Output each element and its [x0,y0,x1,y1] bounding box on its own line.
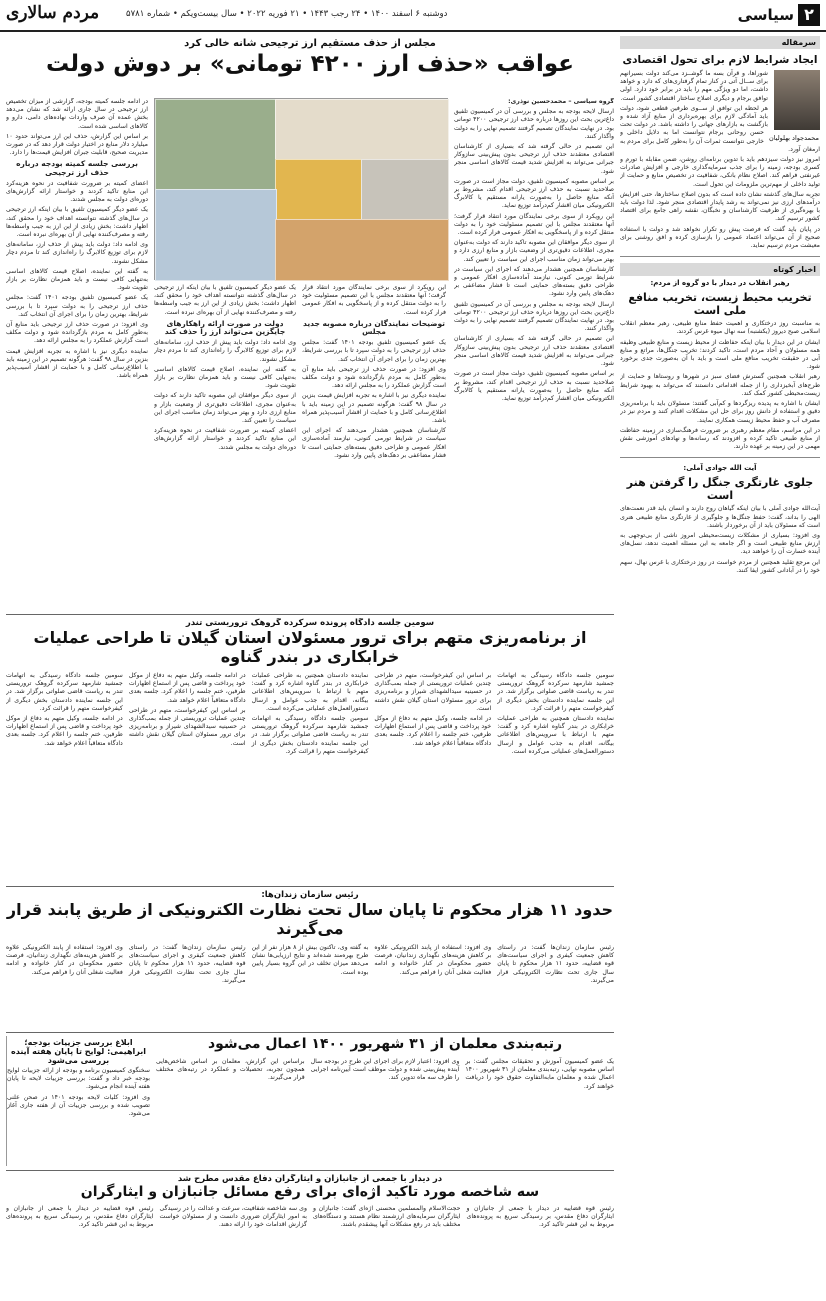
lead-col-2 [302,284,446,618]
paragraph: در پایان باید گفت که فرصت پیش رو تکرار نخواهد شد و دولت با استفاده صحیح از آن می‌تواند اعتماد عمومی را بازسازی کرده و افق روشنی برای معیشت مردم ترسیم نماید. [620,225,820,250]
paragraph: در ادامه جلسه، وکیل متهم به دفاع از موکل خود پرداخت و قاضی پس از استماع اظهارات طرفین، ختم جلسه را اعلام کرد. جلسه بعدی دادگاه متعاقباً اعلام خواهد شد. [128,672,246,704]
story-prisons [6,890,614,1030]
paragraph: نماینده دیگری نیز با اشاره به تجربه افزایش قیمت بنزین در سال ۹۸ گفت: هرگونه تصمیم در این زمینه باید با اطلاع‌رسانی کامل و با حمایت از اقشار آسیب‌پذیر همراه باشد. [302,392,446,425]
author-photo [774,70,820,130]
paragraph: ایشان با اشاره به پدیده ریزگردها و کم‌آبی گفتند: مسئولان باید با برنامه‌ریزی دقیق و استفاده از دانش روز برای حل این مشکلات اقدام کنند و مردم نیز در مصرف آب و حفظ محیط زیست همکاری نمایند. [620,400,820,424]
story-column [129,672,246,884]
lead-subhead: توضیحات نمایندگان درباره مصوبه جدید مجلس [302,318,445,337]
divider [6,1032,614,1033]
story-kicker: رئیس سازمان زندان‌ها: [261,890,359,900]
lead-subhead: دولت در صورت ارائه راهکارهای جایگزین می‌تواند ارز را حذف کند [164,318,286,337]
dateline: دوشنبه ۶ اسفند ۱۴۰۰ • ۲۴ رجب ۱۴۴۳ • ۲۱ فوریه ۲۰۲۲ • سال بیست‌ویکم • شماره ۵۷۸۱ [126,9,448,19]
paragraph: کارشناسان همچنین هشدار می‌دهند که اجرای این سیاست در شرایط تورمی کنونی، نیازمند آماده‌سازی افکار عمومی و طراحی دقیق بسته‌های حمایتی است تا فشار مضاعفی بر دهک‌های پایین وارد نشود. [454,265,614,298]
paragraph: وی افزود: در صورت حذف ارز ترجیحی باید منابع آن به‌طور کامل به مردم بازگردانده شود و دولت مکلف است گزارش عملکرد را به مجلس ارائه دهد. [6,321,148,345]
paragraph: این رویکرد از سوی برخی نمایندگان مورد انتقاد قرار گرفت؛ آنها معتقدند مجلس با این تصمیم مسئولیت خود را به دولت منتقل کرده و از پاسخگویی به افکار عمومی فرار کرده است. [302,284,446,316]
story-headline: ابلاغ بررسی جزییات بودجه؛ ابراهیمی: لوایح تا پایان هفته آینده بررسی می‌شود [10,1038,147,1065]
paragraph: تجربه سال‌های گذشته نشان داده است که بدون اصلاح ساختارها، حتی افزایش درآمدهای ارزی نیز نمی‌تواند به رشد پایدار اقتصادی منجر شود. لذا دولت باید با بهره‌گیری از ظرفیت کارشناسان و نخبگان، نقشه راهی جامع برای اقتصاد کشور ترسیم کند. [620,190,820,223]
story-headline: سه شاخصه مورد تاکید اژه‌ای برای رفع مسائل جانبازان و ایثارگران [80,1184,540,1200]
divider [620,457,820,458]
brief-kicker: رهبر انقلاب در دیدار با دو گروه از مردم: [650,279,790,288]
paragraph: رئیس سازمان زندان‌ها گفت: در راستای کاهش جمعیت کیفری و اجرای سیاست‌های قوه قضاییه، حدود ۱۱ هزار محکوم تا پایان سال جاری تحت نظارت الکترونیکی قرار می‌گیرند. [497,944,614,984]
paragraph: به گفته وی، تاکنون بیش از ۸ هزار نفر از این طرح بهره‌مند شده‌اند و نتایج ارزیابی‌ها نشان می‌دهد میزان تخلف در این گروه بسیار پایین بوده است. [251,944,369,976]
paragraph: حجت‌الاسلام والمسلمین محسنی اژه‌ای گفت: جانبازان و ایثارگران سرمایه‌های ارزشمند نظام هستند و دستگاه‌های مختلف باید در رفع مشکلات آنها پیشقدم باشند. [313,1205,461,1229]
paragraph: این تصمیم در حالی گرفته شد که بسیاری از کارشناسان اقتصادی معتقدند حذف ارز ترجیحی بدون پیش‌بینی سازوکار جبرانی می‌تواند به افزایش شدید قیمت کالاهای اساسی منجر شود. [454,143,614,175]
paragraph: این تصمیم در حالی گرفته شد که بسیاری از کارشناسان اقتصادی معتقدند حذف ارز ترجیحی بدون پیش‌بینی سازوکار جبرانی می‌تواند به افزایش شدید قیمت کالاهای اساسی منجر شود. [454,335,614,368]
story-column [7,1067,150,1118]
paragraph: نماینده دیگری نیز با اشاره به تجربه افزایش قیمت بنزین در سال ۹۸ گفت: هرگونه تصمیم در این زمینه باید با اطلاع‌رسانی کامل و با حمایت از اقشار آسیب‌پذیر همراه باشد. [6,347,148,380]
divider [6,886,614,887]
right-column [620,36,820,1294]
lead-photo [154,98,448,280]
paragraph: سومین جلسه دادگاه رسیدگی به اتهامات جمشید شارمهد سرکرده گروهک تروریستی تندر به ریاست قاضی صلواتی برگزار شد. در این جلسه نماینده دادستان بخش دیگری از کیفرخواست متهم را قرائت کرد. [497,672,614,712]
editorial-title: ایجاد شرایط لازم برای تحول اقتصادی [622,54,818,66]
story-column [467,1205,615,1285]
paragraph: اعضای کمیته بر ضرورت شفافیت در نحوه هزینه‌کرد این منابع تاکید کردند و خواستار ارائه گزارش‌های دوره‌ای دولت به مجلس شدند. [6,179,148,204]
briefs-label: اخبار کوتاه [620,263,820,276]
lead-story [6,36,614,631]
story-column [497,944,614,1030]
paragraph: در ادامه جلسه، وکیل متهم به دفاع از موکل خود پرداخت و قاضی پس از استماع اظهارات طرفین، ختم جلسه را اعلام کرد. جلسه بعدی دادگاه متعاقباً اعلام خواهد شد. [6,715,123,747]
sub-brief-title: جلوی غارتگری جنگل را گرفتن هنر است [626,476,814,503]
story-headline: رتبه‌بندی معلمان از ۳۱ شهریور ۱۴۰۰ اعمال می‌شود [207,1036,563,1052]
byline: گروه سیاسی – محمدحسین نوذری: [508,98,614,105]
paragraph: به گفته این نماینده، اصلاح قیمت کالاهای اساسی به‌تنهایی کافی نیست و باید همزمان نظارت بر بازار تقویت شود. [154,365,296,390]
story-column [129,944,246,1030]
divider [6,1170,614,1171]
paragraph: سومین جلسه دادگاه رسیدگی به اتهامات جمشید شارمهد سرکرده گروهک تروریستی تندر به ریاست قاضی صلواتی برگزار شد. در این جلسه نماینده دادستان بخش دیگری از کیفرخواست متهم را قرائت کرد. [6,672,123,712]
story-column [156,1058,305,1148]
paragraph: بر اساس مصوبه کمیسیون تلفیق، دولت مجاز است در صورت صلاحدید نسبت به حذف ارز ترجیحی اقدام کند، مشروط بر آنکه منابع حاصل را به‌صورت یارانه مستقیم یا کالابرگ الکترونیکی میان اقشار کم‌درآمد توزیع نماید. [454,177,614,210]
paragraph: یک عضو کمیسیون تلفیق بودجه ۱۴۰۱ گفت: مجلس حذف ارز ترجیحی را به دولت سپرد تا با بررسی شرایط، بهترین زمان را برای اجرای آن انتخاب کند. [6,294,148,318]
paragraph: رئیس سازمان زندان‌ها گفت: در راستای کاهش جمعیت کیفری و اجرای سیاست‌های قوه قضاییه، حدود ۱۱ هزار محکوم تا پایان سال جاری تحت نظارت الکترونیکی قرار می‌گیرند. [128,944,246,984]
story-column [252,672,369,884]
paragraph: سخنگوی کمیسیون برنامه و بودجه از ارائه جزییات لوایح بودجه خبر داد و گفت: بررسی جزییات لایحه تا پایان هفته آینده انجام می‌شود. [7,1067,150,1091]
paragraph: آیت‌الله جوادی آملی با بیان اینکه گیاهان روح دارند و انسان باید قدر نعمت‌های الهی را بداند، گفت: حفظ جنگل‌ها و جلوگیری از غارتگری منابع طبیعی هنری است که مسئولان باید از آن برخوردار باشند. [620,505,820,529]
lead-col-4 [6,98,148,618]
paragraph: اعضای کمیته بر ضرورت شفافیت در نحوه هزینه‌کرد این منابع تاکید کردند و خواستار ارائه گزارش‌های دوره‌ای دولت به مجلس شدند. [154,427,296,451]
brief-title: تخریب محیط زیست، تخریب منافع ملی است [628,291,812,318]
paragraph: ایشان در این دیدار با بیان اینکه حفاظت از محیط زیست و منابع طبیعی وظیفه همه مسئولان و آحاد مردم است، تاکید کردند: تخریب جنگل‌ها، مراتع و منابع آبی در حقیقت تخریب منافع ملی است و باید با آن به‌صورت جدی برخورد شود. [620,338,820,371]
paragraph: در ادامه جلسه کمیته بودجه، گزارشی از میزان تخصیص ارز ترجیحی در سال جاری ارائه شد که نشان می‌دهد بخش عمده آن صرف واردات نهاده‌های دامی، دارو و کالاهای اساسی شده است. [6,98,148,130]
story-column [252,944,369,1030]
paragraph: نماینده دادستان همچنین به طراحی عملیات خرابکاری در بندر گناوه اشاره کرد و گفت: متهم با ارتباط با سرویس‌های اطلاعاتی بیگانه، اقدام به جذب عوامل و ارسال دستورالعمل‌های عملیاتی می‌کرده است. [251,672,369,712]
story-column [6,944,123,1030]
lead-col-3 [154,284,296,618]
story-column [6,1205,154,1285]
paragraph: شوراها، و قرآن بسه ما گوشــزد می‌کند دولت بسیرانهم برای ســال آتی در کنار تمام گرفتاری‌های که دارد و خواهد داشت، اما دو ویژگی مهم را باید در برابر خود دارد. اولی توافق برجام و دیگری اصلاح ساختار اقتصادی کشور است. [620,70,768,102]
paragraph: رئیس قوه قضاییه در دیدار با جمعی از جانبازان و ایثارگران دفاع مقدس، بر رسیدگی سریع به پرونده‌های مربوط به این قشر تاکید کرد. [6,1205,154,1229]
paragraph: کارشناسان همچنین هشدار می‌دهند که اجرای این سیاست در شرایط تورمی کنونی، نیازمند آماده‌سازی افکار عمومی و طراحی دقیق بسته‌های حمایتی است تا فشار مضاعفی بر دهک‌های پایین وارد نشود. [302,427,446,459]
sub-brief-body [620,505,820,575]
sub-brief-kicker: آیت الله جوادی آملی: [683,464,757,473]
paragraph: یک عضو دیگر کمیسیون تلفیق با بیان اینکه ارز ترجیحی در سال‌های گذشته نتوانسته اهداف خود را محقق کند، اظهار داشت: بخش زیادی از این ارز به جیب واسطه‌ها رفته و مصرف‌کننده نهایی از آن بهره‌ای نبرده است. [154,284,296,316]
paragraph: به مناسبت روز درختکاری و اهمیت حفظ منابع طبیعی، رهبر معظم انقلاب اسلامی صبح دیروز (یکشنبه) سه نهال میوه غرس کردند. [620,320,820,336]
brief-body [620,320,820,451]
story-kicker: در دیدار با جمعی از جانبازان و ایثارگران دفاع مقدس مطرح شد [177,1174,443,1184]
lead-subhead: بررسی جلسه کمیته بودجه درباره حذف ارز ترجیحی [16,159,138,177]
paragraph: به گفته این نماینده، اصلاح قیمت کالاهای اساسی به‌تنهایی کافی نیست و باید همزمان نظارت بر بازار تقویت شود. [6,267,148,292]
paragraph: وی ادامه داد: دولت باید پیش از حذف ارز، سامانه‌های لازم برای توزیع کالابرگ را راه‌اندازی کند تا مردم دچار مشکل نشوند. [6,241,148,265]
newspaper-logo: مردم سالاری [6,3,100,23]
section-name: سیاسی [737,6,794,24]
paragraph: ارسال لایحه بودجه به مجلس و بررسی آن در کمیسیون تلفیق داغ‌ترین بحث این روزها درباره حذف ارز ترجیحی ۴۲۰۰ تومانی بود. در نهایت نمایندگان تصمیم گرفتند تصمیم نهایی را به دولت واگذار کنند. [454,108,614,140]
lead-col-1 [454,98,614,618]
paragraph: وی افزود: استفاده از پابند الکترونیکی علاوه بر کاهش هزینه‌های نگهداری زندانیان، فرصت حضور محکومان در کنار خانواده و ادامه فعالیت شغلی آنان را فراهم می‌کند. [374,944,492,976]
divider [620,256,820,257]
paragraph: بر اساس این گزارش، حذف این ارز می‌تواند حدود ۱۰ میلیارد دلار منابع در اختیار دولت قرار دهد که در صورت مدیریت صحیح، قابلیت جبران افزایش قیمت‌ها را دارد. [6,132,148,157]
divider [6,614,614,615]
story-column [6,672,123,884]
author-name: محمدجواد بهلولیان [768,134,819,142]
paragraph: در ادامه جلسه، وکیل متهم به دفاع از موکل خود پرداخت و قاضی پس از استماع اظهارات طرفین، ختم جلسه را اعلام کرد. جلسه بعدی دادگاه متعاقباً اعلام خواهد شد. [374,715,492,747]
paragraph: نماینده دادستان همچنین به طراحی عملیات خرابکاری در بندر گناوه اشاره کرد و گفت: متهم با ارتباط با سرویس‌های اطلاعاتی بیگانه، اقدام به جذب عوامل و ارسال دستورالعمل‌های عملیاتی می‌کرده است. [497,715,614,755]
paragraph: بر اساس این کیفرخواست، متهم در طراحی چندین عملیات تروریستی از جمله بمب‌گذاری در حسینیه سیدالشهدای شیراز و برنامه‌ریزی برای ترور مسئولان استان گیلان نقش داشته است. [374,672,492,712]
paragraph: وی سه شاخصه شفافیت، سرعت و عدالت را در رسیدگی به امور ایثارگران ضروری دانست و از مسئولان خواست گزارش اقدامات خود را ارائه دهند. [159,1205,307,1229]
story-budget [6,1036,150,1166]
paragraph: وی افزود: در صورت حذف ارز ترجیحی باید منابع آن به‌طور کامل به مردم بازگردانده شود و دولت مکلف است گزارش عملکرد را به مجلس ارائه دهد. [302,365,446,390]
paragraph: وی افزود: اعتبار لازم برای اجرای این طرح در بودجه سال آینده پیش‌بینی شده و دولت موظف است آیین‌نامه اجرایی را ظرف سه ماه تدوین کند. [310,1058,460,1082]
story-column [311,1058,460,1148]
paragraph: رهبر انقلاب همچنین گسترش فضای سبز در شهرها و روستاها و حمایت از طرح‌های آبخیزداری را از جمله اقداماتی دانستند که می‌تواند به بهبود شرایط زیست‌محیطی کشور کمک کند. [620,373,820,397]
story-column [374,672,491,884]
paragraph: این مرجع تقلید همچنین از مردم خواست در روز درختکاری با غرس نهال، سهم خود را در آبادانی کشور ایفا کنند. [620,558,820,574]
story-headline: از برنامه‌ریزی متهم برای ترور مسئولان استان گیلان تا طراحی عملیات خرابکاری در بندر گناوه [33,628,587,666]
paragraph: از سوی دیگر موافقان این مصوبه تاکید دارند که دولت به‌عنوان مجری، اطلاعات دقیق‌تری از وضعیت بازار و منابع ارزی دارد و بهتر می‌تواند زمان مناسب اجرای این سیاست را تعیین کند. [454,239,614,263]
paragraph: یک عضو دیگر کمیسیون تلفیق با بیان اینکه ارز ترجیحی در سال‌های گذشته نتوانسته اهداف خود را محقق کند، اظهار داشت: بخش زیادی از این ارز به جیب واسطه‌ها رفته و مصرف‌کننده نهایی از آن بهره‌ای نبرده است. [6,206,148,239]
paragraph: سومین جلسه دادگاه رسیدگی به اتهامات جمشید شارمهد سرکرده گروهک تروریستی تندر به ریاست قاضی صلواتی برگزار شد. در این جلسه نماینده دادستان بخش دیگری از کیفرخواست متهم را قرائت کرد. [251,715,369,755]
story-teachers [156,1036,614,1166]
paragraph: رئیس قوه قضاییه در دیدار با جمعی از جانبازان و ایثارگران دفاع مقدس، بر رسیدگی سریع به پرونده‌های مربوط به این قشر تاکید کرد. [466,1205,614,1229]
paragraph: وی افزود: بسیاری از مشکلات زیست‌محیطی امروز ناشی از بی‌توجهی به ارزش منابع طبیعی است و اگر جامعه به این مسئله اهمیت ندهد، نسل‌های آینده خسارت آن را خواهند دید. [620,531,820,556]
page-number: ۲ [798,4,820,26]
story-headline: حدود ۱۱ هزار محکوم تا پایان سال تحت نظارت الکترونیکی از طریق پابند قرار می‌گیرند [6,900,614,938]
editorial-label: سرمقاله [620,36,820,49]
story-column [465,1058,614,1148]
story-column [313,1205,461,1285]
main-area [6,36,614,1294]
paragraph: وی افزود: کلیات لایحه بودجه ۱۴۰۱ در صحن علنی تصویب شده و بررسی جزییات آن از هفته جاری آغاز می‌شود. [7,1093,150,1118]
story-court [6,618,614,884]
masthead [0,0,826,32]
paragraph: در این مراسم، مقام معظم رهبری بر ضرورت فرهنگ‌سازی در زمینه حفاظت از منابع طبیعی تاکید کرده و افزودند که رسانه‌ها و نهادهای آموزشی نقش مهمی در این زمینه بر عهده دارند. [620,426,820,451]
paragraph: هر لحظه این توافق از ســوی طرفین قطعی شود، دولت باید آمادگی لازم برای بهره‌برداری از منابع آزاد شده و بازگشت به بازارهای جهانی را داشته باشد. در دولت تحت حسن روحانی برجام نتوانست اما به دلایل داخلی و خارجی نتوانست ثمرات آن را به‌طور کامل برای مردم به ارمغان آورد. [620,104,820,153]
paragraph: از سوی دیگر موافقان این مصوبه تاکید دارند که دولت به‌عنوان مجری، اطلاعات دقیق‌تری از وضعیت بازار و منابع ارزی دارد و بهتر می‌تواند زمان مناسب اجرای این سیاست را تعیین کند. [154,392,296,425]
paragraph: بر اساس این کیفرخواست، متهم در طراحی چندین عملیات تروریستی از جمله بمب‌گذاری در حسینیه سیدالشهدای شیراز و برنامه‌ریزی برای ترور مسئولان استان گیلان نقش داشته است. [128,706,246,747]
story-kicker: سومین جلسه دادگاه پرونده سرکرده گروهک تروریستی تندر [185,618,435,628]
paragraph: یک عضو کمیسیون آموزش و تحقیقات مجلس گفت: بر اساس مصوبه نهایی، رتبه‌بندی معلمان از ۳۱ شهریور ۱۴۰۰ اعمال شده و معلمان مابه‌التفاوت حقوق خود را دریافت خواهند کرد. [465,1058,614,1090]
story-column [160,1205,308,1285]
story-veterans [6,1174,614,1294]
paragraph: یک عضو کمیسیون تلفیق بودجه ۱۴۰۱ گفت: مجلس حذف ارز ترجیحی را به دولت سپرد تا با بررسی شرایط، بهترین زمان را برای اجرای آن انتخاب کند. [302,339,446,363]
lead-kicker: مجلس از حذف مستقیم ارز ترجیحی شانه خالی کرد [184,38,436,49]
paragraph: وی افزود: استفاده از پابند الکترونیکی علاوه بر کاهش هزینه‌های نگهداری زندانیان، فرصت حضور محکومان در کنار خانواده و ادامه فعالیت شغلی آنان را فراهم می‌کند. [6,944,123,976]
paragraph: امروز نیز دولت سیزدهم باید با تدوین برنامه‌ای روشن، ضمن مقابله با تورم و کسری بودجه، زمینه را برای جذب سرمایه‌گذاری خارجی و افزایش صادرات غیرنفتی فراهم کند. اصلاح نظام بانکی، شفافیت در تخصیص منابع و حمایت از تولید داخلی از مهم‌ترین ملزومات این تحول است. [620,156,820,188]
story-column [374,944,491,1030]
paragraph: این رویکرد از سوی برخی نمایندگان مورد انتقاد قرار گرفت؛ آنها معتقدند مجلس با این تصمیم مسئولیت خود را به دولت منتقل کرده و از پاسخگویی به افکار عمومی فرار کرده است. [454,212,614,237]
paragraph: وی ادامه داد: دولت باید پیش از حذف ارز، سامانه‌های لازم برای توزیع کالابرگ را راه‌اندازی کند تا مردم دچار مشکل نشوند. [154,339,296,363]
paragraph: بر اساس مصوبه کمیسیون تلفیق، دولت مجاز است در صورت صلاحدید نسبت به حذف ارز ترجیحی اقدام کند، مشروط بر آنکه منابع حاصل را به‌صورت یارانه مستقیم یا کالابرگ الکترونیکی میان اقشار کم‌درآمد توزیع نماید. [454,370,614,402]
story-column [497,672,614,884]
lead-headline: عواقب «حذف ارز ۴۲۰۰ تومانی» بر دوش دولت [46,51,574,77]
paragraph: ارسال لایحه بودجه به مجلس و بررسی آن در کمیسیون تلفیق داغ‌ترین بحث این روزها درباره حذف ارز ترجیحی ۴۲۰۰ تومانی بود. در نهایت نمایندگان تصمیم گرفتند تصمیم نهایی را به دولت واگذار کنند. [454,300,614,333]
paragraph: براساس این گزارش، معلمان بر اساس شاخص‌هایی همچون تجربه، تحصیلات و عملکرد در رتبه‌های مختلف قرار می‌گیرند. [156,1058,305,1082]
